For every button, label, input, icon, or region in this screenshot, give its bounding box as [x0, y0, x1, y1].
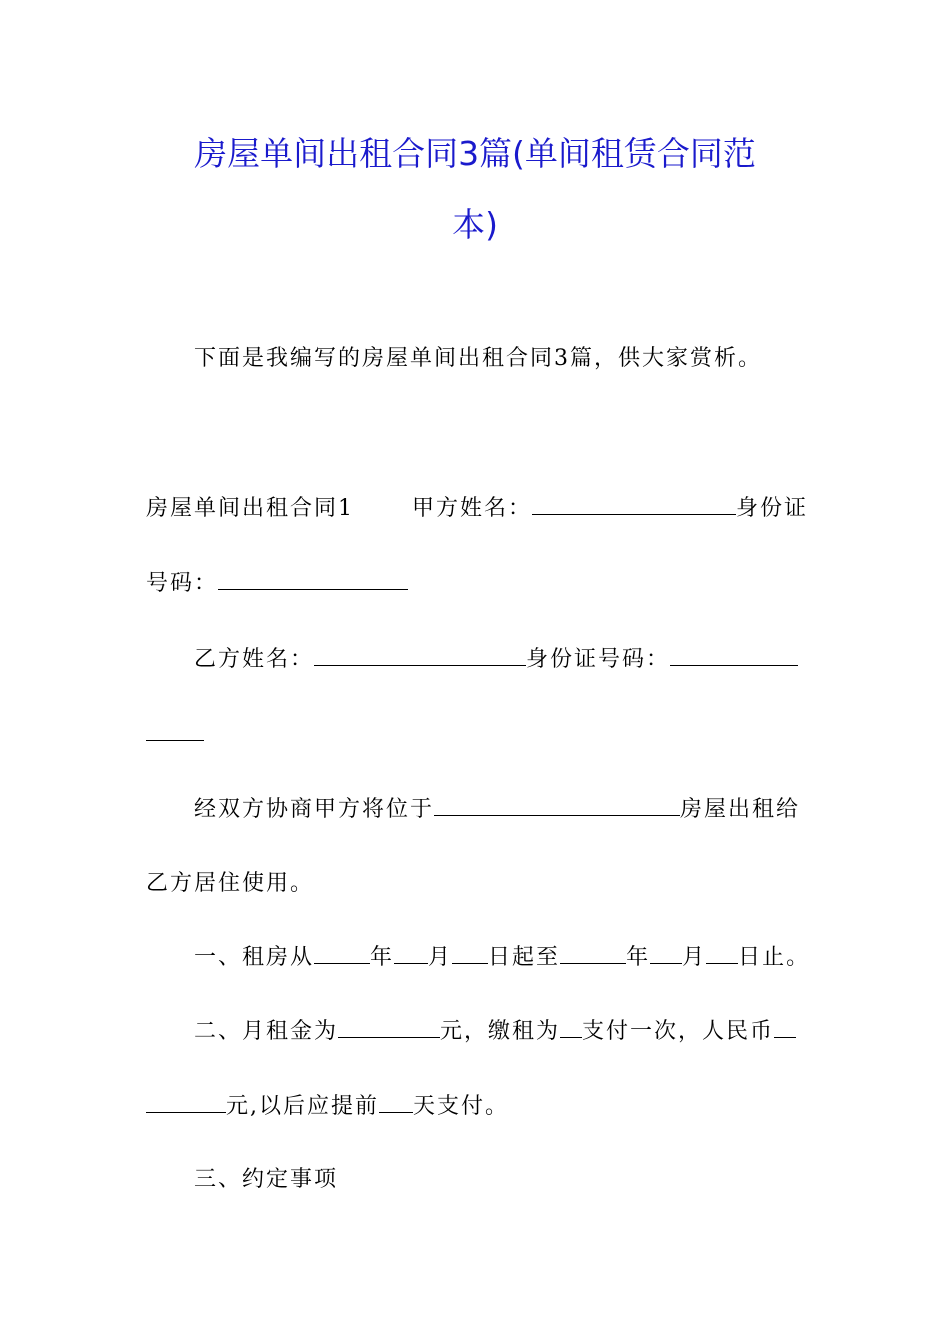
rent-rmb-blank-continued	[146, 1094, 226, 1113]
term-year-label: 年	[370, 945, 395, 970]
party-b-name-label: 乙方姓名：	[194, 647, 315, 672]
location-line	[194, 795, 800, 825]
party-a-name-blank	[532, 496, 736, 515]
rent-rmb-blank	[774, 1019, 796, 1038]
party-b-id-blank-continued	[146, 722, 204, 741]
term-line	[194, 943, 810, 973]
rent-yuan-label: 元，缴租为	[440, 1019, 561, 1044]
intro-paragraph: 下面是我编写的房屋单间出租合同3篇，供大家赏析。	[194, 346, 762, 371]
location-prefix: 经双方协商甲方将位于	[194, 797, 435, 822]
term-day-to-label: 日止。	[738, 945, 811, 970]
term-day-from-blank	[452, 945, 488, 964]
rent-period-blank	[560, 1019, 582, 1038]
rent-pay-once-label: 支付一次，人民币	[582, 1019, 775, 1044]
rent-continued-line	[146, 1092, 509, 1122]
rent-advance-days-blank	[379, 1094, 413, 1113]
term-year-to-label: 年	[626, 945, 651, 970]
term-month-label: 月	[428, 945, 453, 970]
party-b-id-label: 身份证号码：	[526, 647, 671, 672]
term-day-from-label: 日起至	[488, 945, 561, 970]
contract-heading: 房屋单间出租合同1	[146, 496, 354, 521]
party-a-id-line	[146, 569, 408, 599]
term-year-to-blank	[560, 945, 626, 964]
terms-heading: 三、约定事项	[194, 1167, 339, 1192]
party-b-name-blank	[314, 647, 526, 666]
location-tail-line: 乙方居住使用。	[146, 871, 315, 896]
party-a-id-label-continued: 号码：	[146, 571, 219, 596]
document-title-line-2: 本)	[452, 205, 498, 244]
party-a-name-label: 甲方姓名：	[412, 496, 533, 521]
term-year-from-blank	[314, 945, 370, 964]
rent-days-pay-label: 天支付。	[413, 1094, 510, 1119]
party-b-line	[194, 645, 798, 675]
rent-line	[194, 1017, 796, 1047]
party-a-id-label: 身份证	[736, 496, 809, 521]
term-month-to-label: 月	[682, 945, 707, 970]
rent-prefix: 二、月租金为	[194, 1019, 339, 1044]
term-day-to-blank	[706, 945, 738, 964]
location-suffix: 房屋出租给	[680, 797, 801, 822]
term-month-to-blank	[650, 945, 682, 964]
term-prefix: 一、租房从	[194, 945, 315, 970]
party-a-id-blank	[218, 571, 408, 590]
document-title-line-1: 房屋单间出租合同3篇(单间租赁合同范	[194, 134, 756, 173]
location-blank	[434, 797, 680, 816]
party-b-id-continued-line	[146, 720, 204, 750]
contract-1-first-line	[146, 494, 808, 524]
rent-amount-blank	[338, 1019, 440, 1038]
rent-advance-label: 元,以后应提前	[226, 1094, 379, 1119]
term-month-from-blank	[394, 945, 428, 964]
party-b-id-blank	[670, 647, 798, 666]
